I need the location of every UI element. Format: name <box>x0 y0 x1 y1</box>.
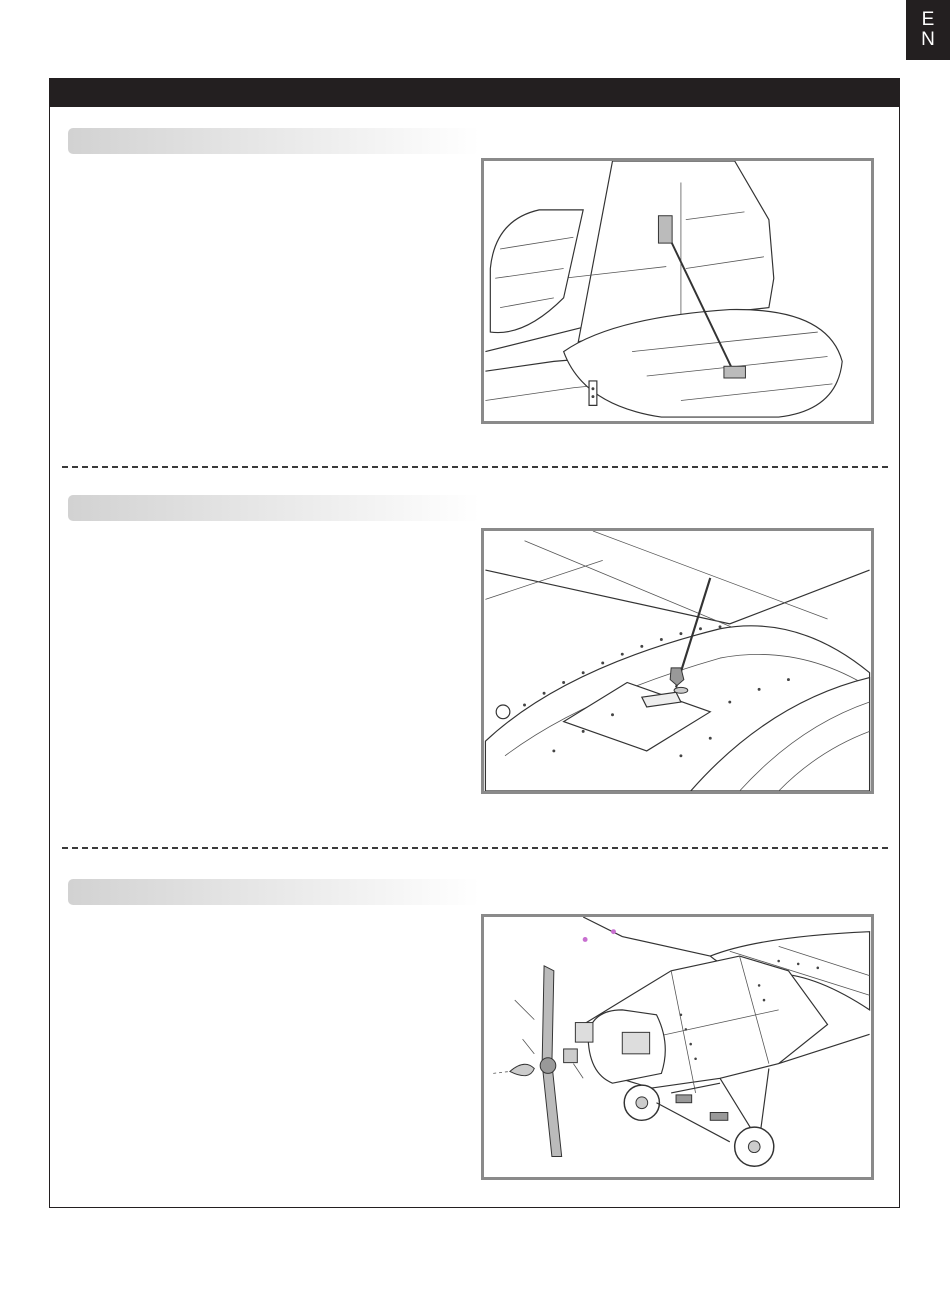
wing-antenna-illustration <box>481 528 874 794</box>
section-2-title-bar <box>68 495 480 521</box>
section-divider-2 <box>62 847 888 849</box>
section-3-title-bar <box>68 879 480 905</box>
section-1-title-bar <box>68 128 480 154</box>
frame-header-bar <box>50 79 899 107</box>
language-letter-1: E <box>921 9 935 30</box>
propeller-assembly-illustration <box>481 914 874 1180</box>
tail-brace-illustration <box>481 158 874 424</box>
propeller-assembly-drawing <box>484 917 871 1177</box>
language-tab <box>906 0 950 60</box>
wing-antenna-drawing <box>484 531 871 791</box>
section-divider-1 <box>62 466 888 468</box>
language-letter-2: N <box>921 29 935 50</box>
tail-brace-drawing <box>484 161 871 421</box>
